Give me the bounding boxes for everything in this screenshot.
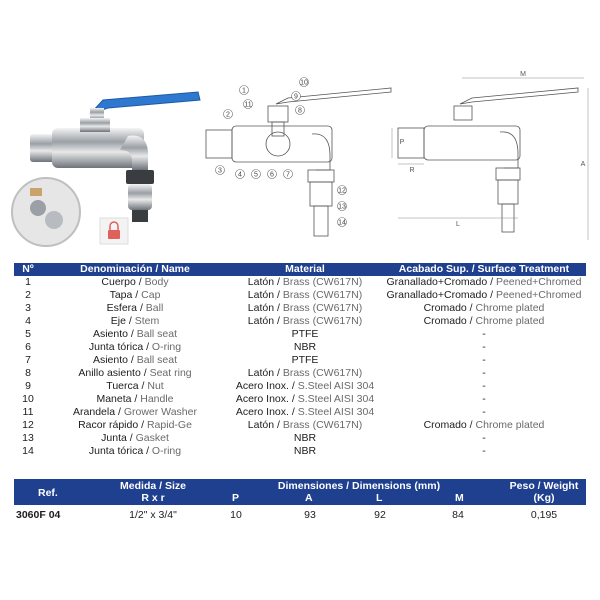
cell-no xyxy=(14,328,42,341)
table-row xyxy=(14,419,586,432)
cell-surface: Cromado / Chrome plated xyxy=(423,302,545,314)
mat-es: PTFE xyxy=(291,328,319,340)
name-es: Anillo asiento xyxy=(78,367,141,379)
a-value: 93 xyxy=(304,509,316,521)
dimensions-table xyxy=(14,479,586,527)
cell-no xyxy=(14,380,42,393)
table-row xyxy=(14,276,586,289)
no: 1 xyxy=(25,276,31,288)
parts-table xyxy=(14,263,586,458)
callout-14: 14 xyxy=(338,219,346,227)
fin-es: - xyxy=(482,367,486,379)
table-row xyxy=(14,393,586,406)
exploded-drawing xyxy=(196,70,396,260)
cell-material xyxy=(228,432,382,445)
no: 11 xyxy=(22,406,34,418)
cell-material: Latón / Brass (CW617N) xyxy=(247,289,363,301)
p-value: 10 xyxy=(230,509,242,521)
col-a: A xyxy=(305,492,313,504)
no: 13 xyxy=(22,432,34,444)
mat-es: NBR xyxy=(293,445,317,457)
name-es: Asiento xyxy=(92,354,128,366)
cell-surface xyxy=(382,432,586,445)
no: 9 xyxy=(25,380,31,392)
cell-surface: Cromado / Chrome plated xyxy=(423,419,545,431)
table-row xyxy=(14,432,586,445)
cell-material: Acero Inox. / S.Steel AISI 304 xyxy=(235,406,375,418)
cell-material: Acero Inox. / S.Steel AISI 304 xyxy=(235,393,375,405)
name-es: Tuerca xyxy=(106,380,139,392)
l-value: 92 xyxy=(374,509,386,521)
no: 3 xyxy=(25,302,31,314)
fin-es: Cromado xyxy=(423,419,467,431)
cell-no xyxy=(14,432,42,445)
cell-name: Asiento / Ball seat xyxy=(92,354,178,366)
cell-name: Racor rápido / Rapid-Ge xyxy=(78,419,192,431)
mat-es: Latón xyxy=(247,315,275,327)
no: 14 xyxy=(22,445,34,457)
dim-label-a: A xyxy=(580,161,586,168)
name-es: Arandela xyxy=(73,406,116,418)
cell-material: Latón / Brass (CW617N) xyxy=(247,276,363,288)
cell-surface xyxy=(382,354,586,367)
cell-no xyxy=(14,276,42,289)
name-en: Handle xyxy=(140,393,174,405)
mat-es: PTFE xyxy=(291,354,319,366)
lever-handle xyxy=(90,92,200,114)
callout-9: 9 xyxy=(294,93,298,101)
cell-name: Esfera / Ball xyxy=(106,302,164,314)
cell-material: Latón / Brass (CW617N) xyxy=(247,367,363,379)
fin-en: Chrome plated xyxy=(475,302,545,314)
mat-es: Latón xyxy=(247,302,275,314)
cell-no xyxy=(14,341,42,354)
name-en: Cap xyxy=(141,289,161,301)
fin-en: Peened+Chromed xyxy=(495,289,582,301)
no: 7 xyxy=(25,354,31,366)
m-value: 84 xyxy=(452,509,464,521)
cell-no xyxy=(14,445,42,458)
no: 12 xyxy=(22,419,34,431)
dim-label-r: R xyxy=(409,167,415,174)
table-row xyxy=(14,328,586,341)
mat-en: Brass (CW617N) xyxy=(282,315,363,327)
name-en: Gasket xyxy=(135,432,169,444)
fin-es: - xyxy=(482,445,486,457)
cell-no xyxy=(14,419,42,432)
name-es: Esfera xyxy=(106,302,138,314)
cell-surface xyxy=(382,341,586,354)
mat-en: Brass (CW617N) xyxy=(282,276,363,288)
cell-material xyxy=(228,341,382,354)
fin-es: - xyxy=(482,393,486,405)
name-es: Cuerpo xyxy=(101,276,136,288)
cell-surface xyxy=(382,367,586,380)
mat-es: Acero Inox. xyxy=(235,406,289,418)
cell-name: Tuerca / Nut xyxy=(106,380,164,392)
cell-no xyxy=(14,315,42,328)
name-es: Eje xyxy=(110,315,126,327)
cell-surface xyxy=(382,380,586,393)
mat-es: Latón xyxy=(247,419,275,431)
cell-material xyxy=(228,445,382,458)
callout-4: 4 xyxy=(238,171,242,179)
fin-es: - xyxy=(482,341,486,353)
dim-label-l: L xyxy=(456,221,460,228)
lock-icon xyxy=(108,230,120,239)
fin-es: - xyxy=(482,354,486,366)
mat-en: S.Steel AISI 304 xyxy=(297,406,375,418)
name-en: Ball seat xyxy=(136,354,178,366)
table-row xyxy=(14,315,586,328)
name-en: O-ring xyxy=(151,341,182,353)
fin-es: Cromado xyxy=(423,302,467,314)
cell-surface xyxy=(382,393,586,406)
callout-2: 2 xyxy=(226,111,230,119)
size-subheader: R x r xyxy=(141,492,165,504)
fin-es: Cromado xyxy=(423,315,467,327)
dim-label-p: P xyxy=(399,139,405,146)
name-en: Body xyxy=(144,276,169,288)
col-header-surface: Acabado Sup. / Surface Treatment xyxy=(382,263,586,276)
table-row xyxy=(14,289,586,302)
fin-es: - xyxy=(482,328,486,340)
no: 2 xyxy=(25,289,31,301)
dimension-drawing xyxy=(388,70,593,260)
col-header-material: Material xyxy=(228,263,382,276)
weight-value: 0,195 xyxy=(530,509,558,521)
col-m: M xyxy=(455,492,464,504)
cell-name: Cuerpo / Body xyxy=(101,276,169,288)
dimensions-header xyxy=(14,479,586,505)
table-row xyxy=(14,354,586,367)
fin-es: - xyxy=(482,406,486,418)
callout-11: 11 xyxy=(244,101,252,109)
table-row xyxy=(14,445,586,458)
cell-surface xyxy=(382,406,586,419)
table-row xyxy=(14,406,586,419)
cell-material: Latón / Brass (CW617N) xyxy=(247,419,363,431)
mat-en: S.Steel AISI 304 xyxy=(297,393,375,405)
name-en: Seat ring xyxy=(149,367,192,379)
callout-6: 6 xyxy=(270,171,274,179)
cell-name: Anillo asiento / Seat ring xyxy=(78,367,192,379)
fin-es: - xyxy=(482,380,486,392)
size-header: Medida / Size xyxy=(120,480,186,492)
mat-es: Latón xyxy=(247,289,275,301)
mat-en: S.Steel AISI 304 xyxy=(297,380,375,392)
ref-header: Ref. xyxy=(38,487,58,499)
name-en: Rapid-Ge xyxy=(146,419,192,431)
fin-en: Chrome plated xyxy=(475,419,545,431)
fin-es: - xyxy=(482,432,486,444)
name-en: O-ring xyxy=(151,445,182,457)
parts-table-body xyxy=(14,276,586,458)
cell-material xyxy=(228,328,382,341)
callout-8: 8 xyxy=(298,107,302,115)
mat-en: Brass (CW617N) xyxy=(282,289,363,301)
cell-name: Asiento / Ball seat xyxy=(92,328,178,340)
mat-es: Latón xyxy=(247,367,275,379)
name-es: Racor rápido xyxy=(78,419,139,431)
cell-no xyxy=(14,406,42,419)
fin-en: Peened+Chromed xyxy=(495,276,582,288)
cell-name: Arandela / Grower Washer xyxy=(73,406,197,418)
cell-material: Latón / Brass (CW617N) xyxy=(247,302,363,314)
cell-no xyxy=(14,354,42,367)
size-value: 1/2" x 3/4" xyxy=(129,509,177,521)
cell-name: Eje / Stem xyxy=(110,315,160,327)
name-en: Nut xyxy=(147,380,164,392)
callout-7: 7 xyxy=(286,171,290,179)
cell-surface: Cromado / Chrome plated xyxy=(423,315,545,327)
weight-header: Peso / Weight xyxy=(509,480,579,492)
mat-es: Latón xyxy=(247,276,275,288)
mat-es: NBR xyxy=(293,341,317,353)
callout-3: 3 xyxy=(218,167,222,175)
cell-no xyxy=(14,289,42,302)
name-es: Junta xyxy=(101,432,127,444)
dim-label-m: M xyxy=(520,71,526,78)
cell-surface xyxy=(382,328,586,341)
name-es: Tapa xyxy=(109,289,133,301)
cell-no xyxy=(14,367,42,380)
cell-no xyxy=(14,393,42,406)
col-header-name: Denominación / Name xyxy=(42,263,228,276)
fin-en: Chrome plated xyxy=(475,315,545,327)
no: 6 xyxy=(25,341,31,353)
callout-13: 13 xyxy=(338,203,346,211)
ref-value: 3060F 04 xyxy=(16,509,61,521)
dims-header: Dimensiones / Dimensions (mm) xyxy=(277,480,441,492)
parts-table-header xyxy=(14,263,586,276)
name-es: Junta tórica xyxy=(88,341,144,353)
name-en: Grower Washer xyxy=(123,406,197,418)
col-header-no: Nº xyxy=(14,263,42,276)
mat-es: NBR xyxy=(293,432,317,444)
weight-unit: (Kg) xyxy=(533,492,555,504)
col-p: P xyxy=(232,492,240,504)
cell-surface: Granallado+Cromado / Peened+Chromed xyxy=(386,276,582,288)
cell-name: Tapa / Cap xyxy=(109,289,161,301)
mat-es: Acero Inox. xyxy=(235,393,289,405)
mat-es: Acero Inox. xyxy=(235,380,289,392)
name-en: Stem xyxy=(134,315,160,327)
cell-material xyxy=(228,354,382,367)
cell-surface xyxy=(382,445,586,458)
no: 4 xyxy=(25,315,31,327)
faucet-photo xyxy=(8,70,208,255)
callout-10: 10 xyxy=(300,79,308,87)
cell-name: Junta tórica / O-ring xyxy=(88,445,182,457)
cell-name: Junta tórica / O-ring xyxy=(88,341,182,353)
no: 8 xyxy=(25,367,31,379)
fin-es: Granallado+Cromado xyxy=(386,276,488,288)
name-es: Junta tórica xyxy=(88,445,144,457)
name-es: Asiento xyxy=(92,328,128,340)
table-row xyxy=(14,341,586,354)
product-figures xyxy=(0,0,600,262)
callout-1: 1 xyxy=(242,87,246,95)
no: 5 xyxy=(25,328,31,340)
fin-es: Granallado+Cromado xyxy=(386,289,488,301)
col-l: L xyxy=(376,492,383,504)
table-row xyxy=(14,380,586,393)
name-es: Maneta xyxy=(96,393,132,405)
callout-5: 5 xyxy=(254,171,258,179)
cell-surface: Granallado+Cromado / Peened+Chromed xyxy=(386,289,582,301)
cell-material: Latón / Brass (CW617N) xyxy=(247,315,363,327)
cell-material: Acero Inox. / S.Steel AISI 304 xyxy=(235,380,375,392)
callout-12: 12 xyxy=(338,187,346,195)
name-en: Ball xyxy=(145,302,164,314)
table-row xyxy=(14,367,586,380)
mat-en: Brass (CW617N) xyxy=(282,302,363,314)
mat-en: Brass (CW617N) xyxy=(282,367,363,379)
name-en: Ball seat xyxy=(136,328,178,340)
cell-name: Junta / Gasket xyxy=(101,432,169,444)
table-row xyxy=(14,302,586,315)
cell-no xyxy=(14,302,42,315)
no: 10 xyxy=(22,393,34,405)
mat-en: Brass (CW617N) xyxy=(282,419,363,431)
cell-name: Maneta / Handle xyxy=(96,393,174,405)
